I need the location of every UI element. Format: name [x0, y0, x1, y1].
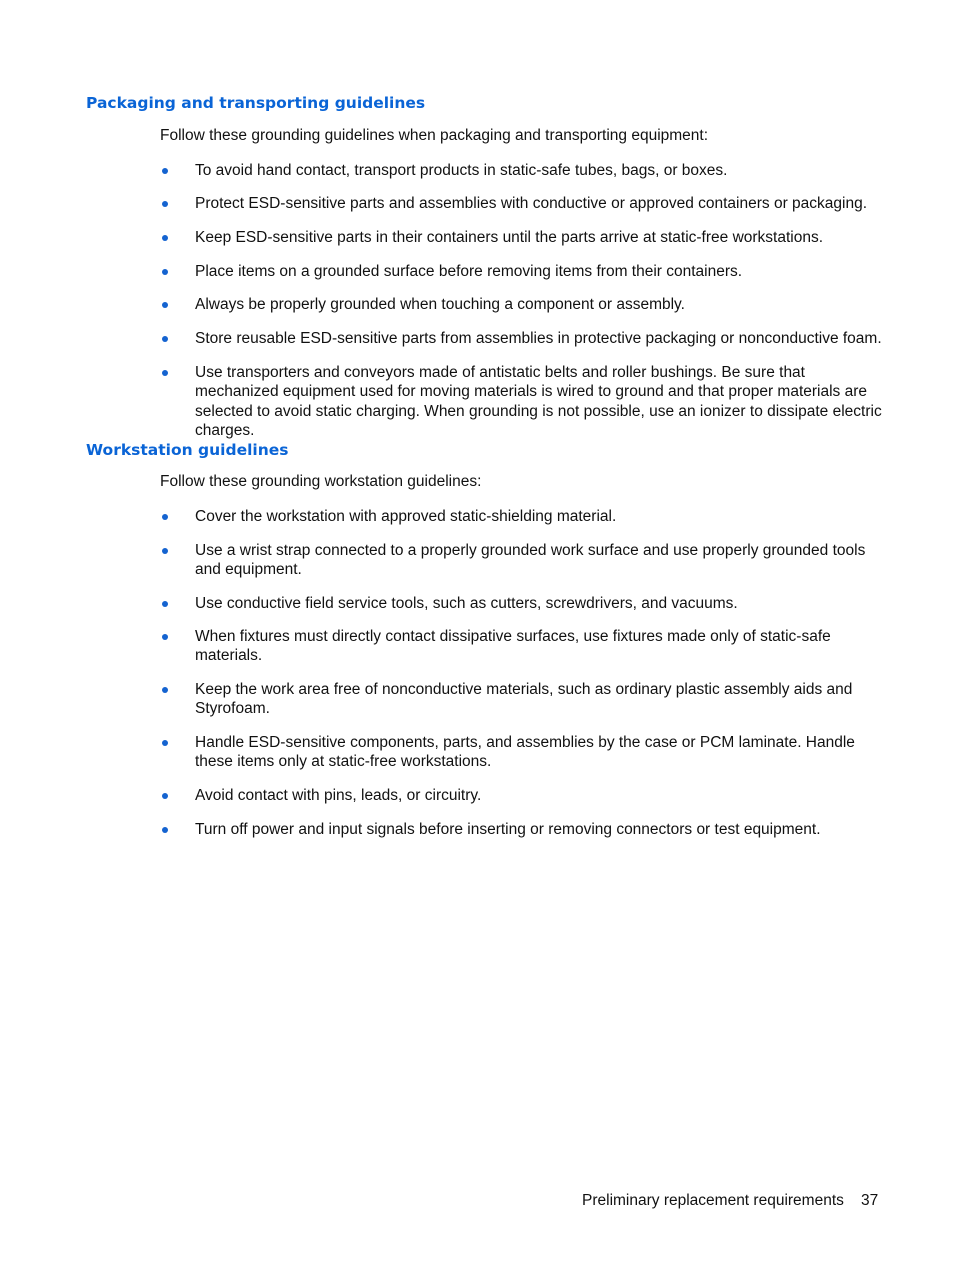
bullet-icon [162, 548, 168, 554]
list-item [160, 363, 884, 440]
bullet-icon [162, 302, 168, 308]
bullet-icon [162, 793, 168, 799]
section-intro-workstation: Follow these grounding workstation guidelines: [160, 473, 482, 490]
bullet-icon [162, 514, 168, 520]
bullet-icon [162, 269, 168, 275]
list-item-text: Use a wrist strap connected to a properly grounded work surface and use properly grounded tools and equipment. [195, 542, 866, 579]
list-item-text: When fixtures must directly contact dissipative surfaces, use fixtures made only of static-safe materials. [195, 628, 831, 665]
bullet-icon [162, 370, 168, 376]
list-item-text: To avoid hand contact, transport products in static-safe tubes, bags, or boxes. [195, 162, 728, 179]
section-heading-workstation: Workstation guidelines [86, 441, 289, 459]
bullet-icon [162, 687, 168, 693]
bullet-icon [162, 235, 168, 241]
list-item [160, 733, 884, 772]
list-item [160, 820, 884, 839]
bullet-icon [162, 601, 168, 607]
bullet-icon [162, 740, 168, 746]
list-item-text: Turn off power and input signals before inserting or removing connectors or test equipment. [195, 821, 821, 838]
list-item [160, 507, 884, 526]
list-item [160, 680, 884, 719]
list-item-text: Keep the work area free of nonconductive materials, such as ordinary plastic assembly aids and Styrofoam. [195, 681, 853, 718]
list-item [160, 329, 884, 348]
bullet-icon [162, 168, 168, 174]
list-item [160, 786, 884, 805]
section-intro-packaging: Follow these grounding guidelines when packaging and transporting equipment: [160, 127, 709, 144]
list-item-text: Handle ESD-sensitive components, parts, and assemblies by the case or PCM laminate. Handle these items only at static-free workstations. [195, 734, 855, 771]
list-item-text: Place items on a grounded surface before removing items from their containers. [195, 263, 743, 280]
list-item [160, 594, 884, 613]
list-item-text: Protect ESD-sensitive parts and assemblies with conductive or approved containers or packaging. [195, 195, 868, 212]
list-item-text: Store reusable ESD-sensitive parts from assemblies in protective packaging or nonconductive foam. [195, 330, 882, 347]
list-item [160, 262, 884, 281]
footer-title: Preliminary replacement requirements [582, 1192, 844, 1209]
list-item [160, 194, 884, 213]
list-item-text: Keep ESD-sensitive parts in their containers until the parts arrive at static-free workstations. [195, 229, 824, 246]
list-item [160, 228, 884, 247]
bullet-icon [162, 827, 168, 833]
list-item-text: Always be properly grounded when touching a component or assembly. [195, 296, 685, 313]
section-heading-packaging: Packaging and transporting guidelines [86, 94, 426, 112]
list-item-text: Avoid contact with pins, leads, or circuitry. [195, 787, 482, 804]
list-item-text: Use transporters and conveyors made of antistatic belts and roller bushings. Be sure that mechanized equipment used for moving materials is wired to ground and that proper materials are selected to avoid static charging. When grounding is not possible, use an ionizer to dissipate electric charges. [195, 364, 882, 439]
list-item-text: Cover the workstation with approved static-shielding material. [195, 508, 617, 525]
page-number: 37 [861, 1192, 879, 1209]
list-item [160, 541, 884, 580]
bullet-icon [162, 634, 168, 640]
bullet-icon [162, 336, 168, 342]
bullet-icon [162, 201, 168, 207]
list-item-text: Use conductive field service tools, such as cutters, screwdrivers, and vacuums. [195, 595, 738, 612]
list-item [160, 295, 884, 314]
list-item [160, 627, 884, 666]
list-item [160, 161, 884, 180]
